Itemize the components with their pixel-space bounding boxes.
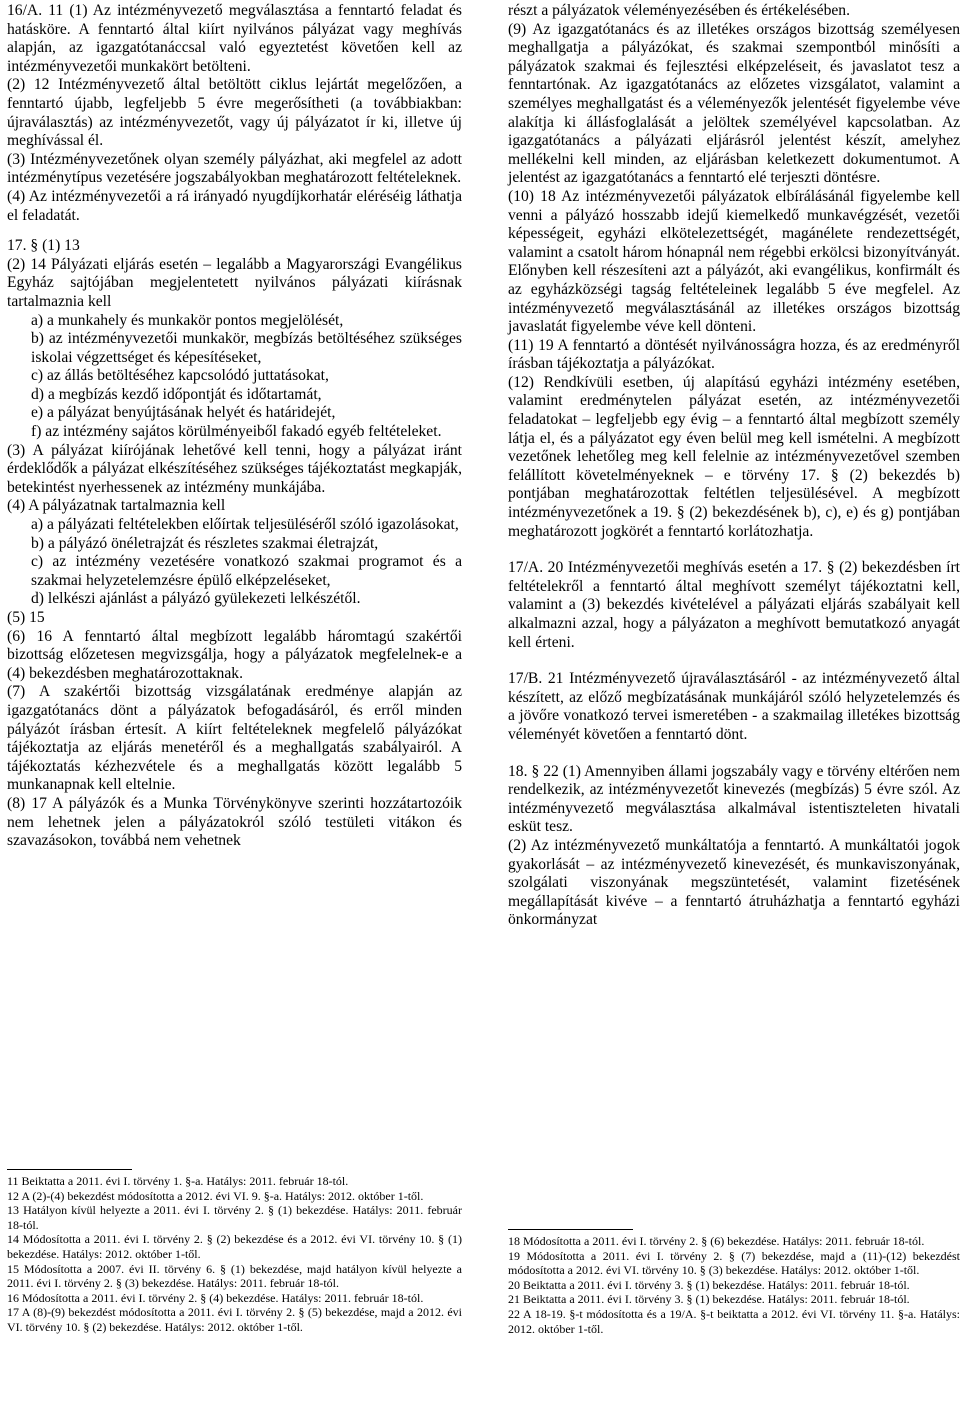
footnote-14: 14 Módosította a 2011. évi I. törvény 2. § (2) bekezdése és a 2012. évi VI. törvény 10. § (1) bekezdése. Hatálys: 2012. október 1-től. — [7, 1232, 462, 1261]
right-footnotes — [508, 1229, 960, 1336]
section-17b: 17/B. 21 Intézményvezető újraválasztásáról - az intézményvezető által készített, az előző megbízatásának munkájáról szóló helyzetelemzés és a jövőre vonatkozó tervei ismeretében - a szakmailag illetékes bizottság véleményét követően a fenntartó dönt. — [508, 670, 960, 743]
footnote-13: 13 Hatályon kívül helyezte a 2011. évi I. törvény 2. § (1) bekezdése. Hatálys: 2011. február 18-tól. — [7, 1203, 462, 1232]
section-17-para-6: (6) 16 A fenntartó által megbízott legalább háromtagú szakértői bizottság előzetesen megvizsgálja, hogy a pályázatok megfelelnek-e a (4) bekezdésben meghatározottaknak. — [7, 627, 462, 682]
section-17-para-3: (3) A pályázat kiírójának lehetővé kell tenni, hogy a pályázat iránt érdeklődők a pályázat elkészítéséhez szükséges tájékoztatást megkapják, betekintést nyerhessenek az intézmény munkájába. — [7, 441, 462, 496]
footnote-20: 20 Beiktatta a 2011. évi I. törvény 3. § (1) bekezdése. Hatálys: 2011. február 18-tól. — [508, 1277, 910, 1292]
list-item-b: b) az intézményvezetői munkakör, megbízás betöltéséhez szükséges iskolai végzettséget és képesítéseket, — [31, 330, 462, 366]
section-17-para-11: (11) 19 A fenntartó a döntését nyilvánosságra hozza, és az eredményről írásban tájékoztatja a pályázókat. — [508, 336, 960, 373]
footnote-divider — [508, 1229, 633, 1230]
section-17-para-9: (9) Az igazgatótanács és az illetékes országos bizottság személyesen meghallgatja a pályázókat, és szakmai szempontból minősíti a pályázatok szakmai és fejlesztési elképzeléseit, és javaslatot tesz a fenntartónak. Az igazgatótanács az előzetes vizsgálatot, valamint a személyes meghallgatást és a véleményezők jelentését figyelembe véve alakítja ki állásfoglalását a jelöltek személyével kapcsolatban. Az igazgatótanács a pályázati eljárásról jelentést készít, amelyhez mellékelni kell minden, az eljárásban keletkezett dokumentumot. A jelentést az igazgatótanács a fenntartó elé terjeszti döntésre. — [508, 20, 960, 187]
right-column — [508, 2, 960, 930]
list-item-a: a) a munkahely és munkakör pontos megjelölését, — [31, 311, 344, 329]
footnote-11: 11 Beiktatta a 2011. évi I. törvény 1. §-a. Hatálys: 2011. február 18-tól. — [7, 1174, 349, 1188]
footnote-21: 21 Beiktatta a 2011. évi I. törvény 3. § (1) bekezdése. Hatálys: 2011. február 18-tól. — [508, 1292, 910, 1307]
footnote-12: 12 A (2)-(4) bekezdést módosította a 2012. évi VI. 9. §-a. Hatálys: 2012. október 1-től. — [7, 1188, 424, 1203]
section-16a-para-2: (2) 12 Intézményvezető által betöltött ciklus lejártát megelőzően, a fenntartó újabb, legfeljebb 5 évre megerősítheti (a továbbiakban: újraválasztás) az intézményvezetőt, vagy új pályázatot ír ki, illetve új meghívással él. — [7, 76, 462, 150]
footnote-divider — [7, 1169, 132, 1170]
section-17-para-12: (12) Rendkívüli esetben, új alapítású egyházi intézmény esetében, valamint eredménytelen pályázat esetén, az intézményvezetői feladatokat – legfeljebb egy évig – a fenntartó által megbízott személy látja el, és a pályázatot egy éven belül meg kell ismételni. A megbízott vezetőnek lehetőleg meg kell felelnie az intézményvezetővel szemben felállított követelményeknek – e törvény 17. § (2) bekezdés b) pontjában meghatározottak feltétlen teljesülésével. A megbízott intézményvezetőnek a 19. § (2) bekezdésének b), c), e) és g) pontjában meghatározott jogkörét a fenntartó korlátozhatja. — [508, 373, 960, 540]
section-18-para-2: (2) Az intézményvezető munkáltatója a fenntartó. A munkáltatói jogok gyakorlását – az intézményvezető kinevezését, és munkaviszonyának, szolgálati viszonyának megszüntetését, valamint fizetésének megállapítását kivéve – a fenntartó átruházhatja a fenntartó egyházi önkormányzat — [508, 836, 960, 929]
footnote-17: 17 A (8)-(9) bekezdést módosította a 2011. évi I. törvény 2. § (5) bekezdése, majd a 2012. évi VI. törvény 10. § (2) bekezdése. Hatálys: 2012. október 1-től. — [7, 1305, 462, 1334]
list-item-4b: b) a pályázó önéletrajzát és részletes szakmai életrajzát, — [31, 534, 379, 552]
list-item-4d: d) lelkészi ajánlást a pályázó gyülekezeti lelkészétől. — [31, 590, 361, 608]
footnote-19: 19 Módosította a 2011. évi I. törvény 2. § (7) bekezdése, majd a (11)-(12) bekezdést módosította a 2012. évi VI. törvény 10. § (3) bekezdése. Hatálys: 2012. október 1-től. — [508, 1248, 960, 1278]
section-17-para-8-continued: részt a pályázatok véleményezésében és értékelésében. — [508, 2, 851, 19]
section-17-para-10: (10) 18 Az intézményvezetői pályázatok elbírálásánál figyelembe kell venni a pályázó hosszabb idejű kiemelkedő munkavégzését, vezetői képességeit, egyházi elkötelezettségét, magánélete rendezettségét, valamint a csatolt három hónapnál nem régebbi erkölcsi bizonyítványát. Előnyben kell részesíteni azt a pályázót, aki evangélikus, konfirmált és az egyházközségi tagság feltételeinek legalább 5 éve megfelel. Az intézményvezető megválasztásánál az illetékes országos bizottság javaslatát figyelembe véve kell dönteni. — [508, 187, 960, 336]
list-item-4a: a) a pályázati feltételekben előírtak teljesüléséről szóló igazolásokat, — [31, 516, 459, 534]
footnote-18: 18 Módosította a 2011. évi I. törvény 2. § (6) bekezdése. Hatálys: 2011. február 18-tól. — [508, 1234, 925, 1248]
section-16a-para-1: 16/A. 11 (1) Az intézményvezető megválasztása a fenntartó feladat és hatásköre. A fenntartó által kiírt nyilvános pályázat vagy meghívás alapján, az igazgatótanáccsal való egyeztetést követően kell az intézményvezetői munkakört betölteni. — [7, 2, 462, 75]
section-17-heading: 17. § (1) 13 — [7, 237, 80, 255]
section-18-para-1: 18. § 22 (1) Amennyiben állami jogszabály vagy e törvény eltérően nem rendelkezik, az intézményvezetőt kinevezés (megbízás) 5 évre szól. Az intézményvezető megválasztása alkalmával istentiszteleten hivatali esküt tesz. — [508, 762, 960, 836]
list-item-c: c) az állás betöltéséhez kapcsolódó juttatásokat, — [31, 367, 329, 385]
section-17a: 17/A. 20 Intézményvezetői meghívás esetén a 17. § (2) bekezdésben írt feltételekről a fenntartó által meghívott személyt tájékoztatni kell, valamint a (3) bekezdés kivételével a pályázati eljárás szabályait kell alkalmazni azzal, hogy a pályázaton a meghívott bemutatkozó anyagát kell érteni. — [508, 559, 960, 651]
section-17-para-5: (5) 15 — [7, 609, 45, 626]
list-item-f: f) az intézmény sajátos körülményeiből fakadó egyéb feltételeket. — [31, 423, 442, 441]
left-footnotes — [7, 1169, 462, 1335]
list-item-4c: c) az intézmény vezetésére vonatkozó szakmai programot és a szakmai helyzetelemzésre épülő elképzeléseket, — [31, 553, 462, 589]
footnote-16: 16 Módosította a 2011. évi I. törvény 2. § (4) bekezdése. Hatálys: 2011. február 18-tól. — [7, 1290, 424, 1305]
left-column — [7, 2, 462, 851]
section-16a-para-3: (3) Intézményvezetőnek olyan személy pályázhat, aki megfelel az adott intézménytípus vezetésére jogszabályokban meghatározott feltételeknek. — [7, 150, 462, 187]
section-17-para-8: (8) 17 A pályázók és a Munka Törvénykönyve szerinti hozzátartozóik nem lehetnek jelen a pályázatokról szóló testületi vitákon és szavazásokon, továbbá nem vehetnek — [7, 794, 462, 850]
section-17-para-7: (7) A szakértői bizottság vizsgálatának eredménye alapján az igazgatótanács dönt a pályázatok befogadásáról, és erről minden pályázót írásban értesít. A kiírt feltételeknek megfelelő pályázókat tájékoztatja az eljárás menetéről és a meghallgatás szabályairól. A tájékoztatás kézhezvétele és a meghallgatás között legalább 5 munkanapnak kell eltelnie. — [7, 683, 462, 794]
footnote-22: 22 A 18-19. §-t módosította és a 19/A. §-t beiktatta a 2012. évi VI. törvény 11. §-a. Hatálys: 2012. október 1-től. — [508, 1306, 960, 1336]
list-item-e: e) a pályázat benyújtásának helyét és határidejét, — [31, 404, 336, 422]
section-17-para-4: (4) A pályázatnak tartalmaznia kell — [7, 497, 226, 515]
footnote-15: 15 Módosította a 2007. évi II. törvény 6. § (1) bekezdése, majd hatályon kívül helyezte a 2011. évi I. törvény 2. § (3) bekezdése. Hatálys: 2011. február 18-tól. — [7, 1261, 462, 1291]
section-16a-para-4: (4) Az intézményvezetői a rá irányadó nyugdíjkorhatár eléréséig láthatja el feladatát. — [7, 187, 462, 224]
section-17-para-2: (2) 14 Pályázati eljárás esetén – legalább a Magyarországi Evangélikus Egyház sajtójában megjelentetett nyilvános pályázati kiírásnak tartalmaznia kell — [7, 255, 462, 310]
list-item-d: d) a megbízás kezdő időpontját és időtartamát, — [31, 385, 322, 403]
